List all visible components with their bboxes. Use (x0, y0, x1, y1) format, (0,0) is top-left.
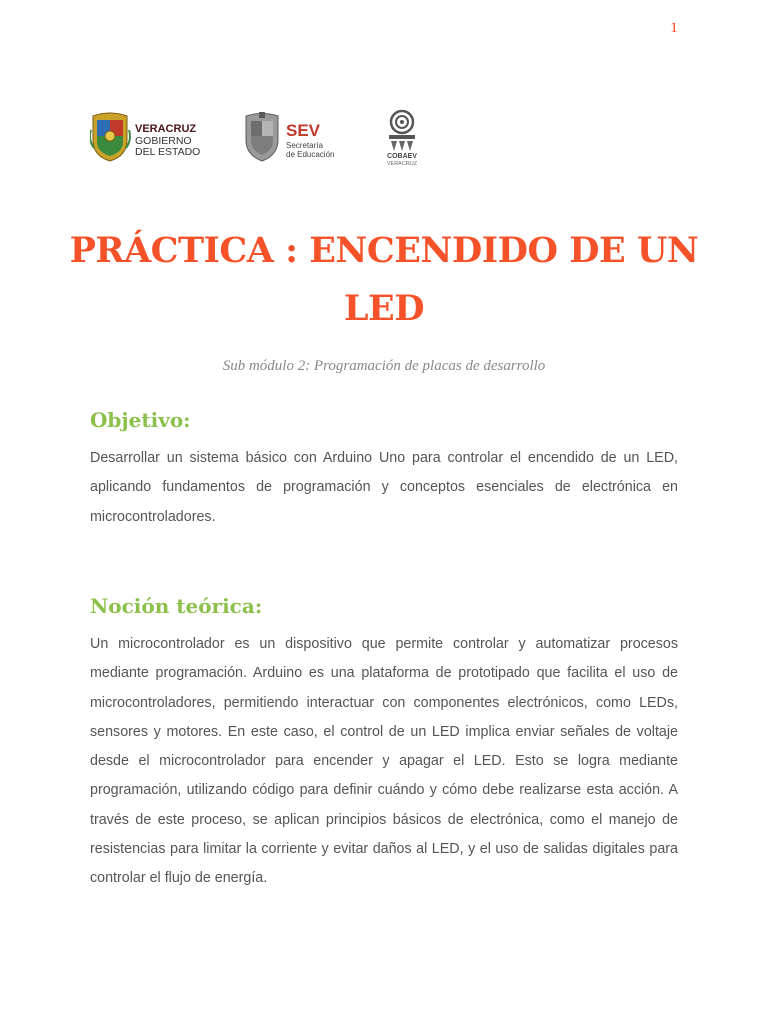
sev-logo (242, 110, 342, 162)
veracruz-line1: VERACRUZ (135, 123, 197, 135)
sev-line2: de Educación (286, 150, 335, 159)
cobaev-line2: VERACRUZ (386, 161, 418, 166)
sev-shield-icon (246, 112, 278, 161)
cobaev-emblem-icon (389, 111, 415, 151)
veracruz-line2: GOBIERNO (135, 135, 192, 147)
document-subtitle: Sub módulo 2: Programación de placas de desarrollo (222, 358, 546, 374)
veracruz-coat-of-arms-icon (90, 113, 130, 161)
objetivo-paragraph: Desarrollar un sistema básico con Arduino Uno para controlar el encendido de un LED, aplicando fundamentos de programación y conceptos esenciales de electrónica en microcontroladores. (90, 450, 678, 525)
cobaev-line1: COBAEV (387, 153, 417, 160)
nocion-teorica-heading: Noción teórica: (90, 594, 263, 618)
sev-acronym: SEV (286, 121, 321, 140)
veracruz-government-logo (90, 110, 205, 162)
cobaev-logo (382, 108, 422, 166)
nocion-teorica-paragraph: Un microcontrolador es un dispositivo que permite controlar y automatizar procesos mediante programación. Arduino es una plataforma de prototipado que facilita el uso de microcontroladores, permitiendo interactuar con componentes electrónicos, como LEDs, sensores y motores. En este caso, el control de un LED implica enviar señales de voltaje desde el microcontrolador para encender y apagar el LED. Esto se logra mediante programación, utilizando código para definir cuándo y cómo debe realizarse esta acción. A través de este proceso, se aplican principios básicos de electrónica, como el manejo de resistencias para limitar la corriente y evitar daños al LED, y el uso de salidas digitales para controlar el flujo de energía. (90, 636, 678, 887)
veracruz-line3: DEL ESTADO (135, 146, 201, 158)
page-number: 1 (670, 20, 678, 36)
document-title: PRÁCTICA : ENCENDIDO DE UN LED (69, 230, 699, 329)
objetivo-heading: Objetivo: (90, 408, 191, 432)
sev-line1: Secretaría (286, 141, 323, 150)
